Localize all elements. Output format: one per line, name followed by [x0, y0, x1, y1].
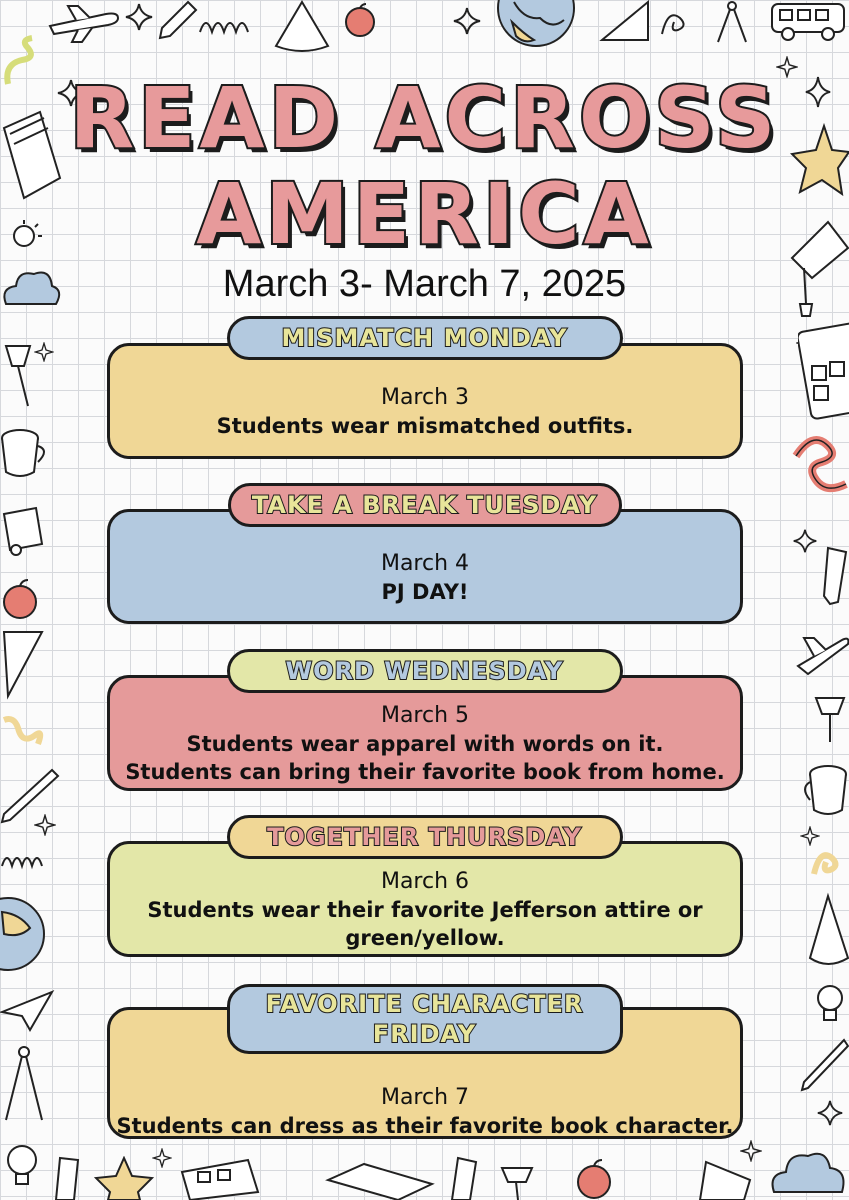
- scribble-icon: [198, 12, 258, 42]
- pushpin-icon: [812, 694, 849, 744]
- wednesday-description-line-2: Students can bring their favorite book from home.: [125, 760, 725, 784]
- star-icon: [94, 1156, 154, 1200]
- school-bus-icon: [768, 0, 849, 44]
- globe-icon: [0, 894, 48, 974]
- monday-date: March 3: [380, 385, 470, 410]
- spiral-icon: [658, 4, 698, 44]
- book-icon: [324, 1160, 436, 1200]
- apple-icon: [340, 2, 380, 38]
- pencil-icon: [818, 546, 849, 606]
- globe-icon: [494, 0, 578, 50]
- wednesday-pill-row: [0, 649, 849, 693]
- cone-icon: [808, 892, 849, 972]
- sparkle-icon: [816, 1098, 844, 1128]
- wednesday-description-line-1: Students wear apparel with words on it.: [186, 732, 664, 756]
- school-bus-icon: [178, 1156, 262, 1200]
- monday-card: [107, 343, 743, 459]
- title-line-1: READ ACROSS: [69, 69, 780, 167]
- friday-pill-row: [0, 984, 849, 1054]
- sparkle-icon: [740, 1140, 762, 1162]
- friday-date: March 7: [380, 1085, 470, 1110]
- triangle-ruler-icon: [594, 0, 654, 46]
- wednesday-label: WORD WEDNESDAY: [227, 649, 623, 693]
- thursday-description-line-1: Students wear their favorite Jefferson attire or: [147, 898, 703, 922]
- mug-icon: [0, 426, 52, 480]
- lightbulb-icon: [2, 1138, 42, 1198]
- tuesday-label: TAKE A BREAK TUESDAY: [228, 483, 622, 527]
- monday-pill-row: [0, 316, 849, 360]
- title-line-2: AMERICA: [196, 165, 653, 263]
- pushpin-icon: [496, 1162, 540, 1200]
- monday-description: Students wear mismatched outfits.: [216, 414, 634, 438]
- cloud-icon: [768, 1142, 849, 1200]
- friday-label-line-2: FRIDAY: [372, 1020, 477, 1048]
- tuesday-pill-row: [0, 483, 849, 527]
- spiral-icon: [0, 714, 48, 754]
- pencil-icon: [444, 1156, 484, 1200]
- compass-icon: [0, 1044, 48, 1124]
- tuesday-date: March 4: [380, 551, 470, 576]
- friday-label-line-1: FAVORITE CHARACTER: [265, 990, 584, 1018]
- airplane-icon: [46, 4, 122, 44]
- sparkle-icon: [124, 2, 154, 32]
- friday-description: Students can dress as their favorite book character.: [116, 1114, 734, 1138]
- apple-icon: [0, 576, 40, 622]
- tuesday-description: PJ DAY!: [381, 580, 469, 604]
- wednesday-date: March 5: [380, 703, 470, 728]
- sparkle-icon: [452, 6, 482, 36]
- pencil-icon: [48, 1156, 88, 1200]
- sparkle-icon: [152, 1148, 172, 1168]
- thursday-pill-row: [0, 815, 849, 859]
- pencil-icon: [158, 0, 198, 40]
- compass-icon: [712, 0, 752, 44]
- apple-icon: [574, 1156, 614, 1200]
- cone-icon: [272, 0, 332, 56]
- thursday-date: March 6: [380, 869, 470, 894]
- mug-icon: [800, 760, 849, 820]
- protractor-icon: [694, 1156, 754, 1200]
- date-range: March 3- March 7, 2025: [222, 263, 627, 305]
- thursday-description-line-2: green/yellow.: [345, 926, 505, 950]
- monday-label: MISMATCH MONDAY: [227, 316, 623, 360]
- sparkle-icon: [792, 526, 818, 556]
- friday-label: [227, 984, 623, 1054]
- thursday-label: TOGETHER THURSDAY: [227, 815, 623, 859]
